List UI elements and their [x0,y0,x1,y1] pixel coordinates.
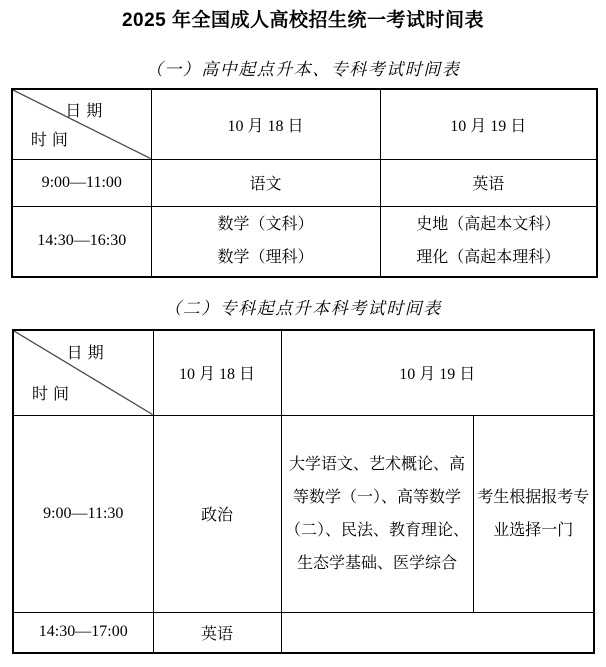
section2-title: （二）专科起点升本科考试时间表 [164,299,442,319]
date-header-oct19: 10 月 19 日 [380,89,597,159]
subject-cell: 语文 [151,159,380,206]
elective-note-cell: 考生根据报考专业选择一门 [473,415,594,612]
elective-subjects-cell: 大学语文、艺术概论、高等数学（一）、高等数学（二）、民法、教育理论、生态学基础、医学综合 [281,415,473,612]
section1-title: （一）高中起点升本、专科考试时间表 [145,60,461,80]
date-header-oct19: 10 月 19 日 [281,330,594,415]
subject-cell [380,206,597,277]
page-title: 2025 年全国成人高校招生统一考试时间表 [121,10,485,31]
date-axis-label: 日期 [65,102,108,120]
subject-line: 理化（高起本理科） [416,249,561,267]
subject-line: 数学（理科） [217,249,314,267]
table-row [13,330,594,415]
time-axis-label: 时间 [30,131,73,149]
date-header-oct18: 10 月 18 日 [151,89,380,159]
diagonal-header-cell [13,330,153,415]
date-header-oct18: 10 月 18 日 [153,330,281,415]
subject-cell: 英语 [153,612,281,653]
table-row [13,415,594,612]
table-highschool-start [11,88,598,278]
time-slot: 9:00—11:00 [12,159,151,206]
table-row [12,89,597,159]
subject-cell [151,206,380,277]
table-row [12,206,597,277]
subject-line: 史地（高起本文科） [416,216,561,234]
table-row [13,612,594,653]
time-slot: 14:30—17:00 [13,612,153,653]
time-axis-label: 时间 [32,385,75,403]
subject-line: 数学（文科） [217,216,314,234]
date-axis-label: 日期 [66,345,109,363]
subject-cell: 政治 [153,415,281,612]
subject-cell: 英语 [380,159,597,206]
time-slot: 9:00—11:30 [13,415,153,612]
empty-cell [281,612,594,653]
time-slot: 14:30—16:30 [12,206,151,277]
table-row [12,159,597,206]
table-college-start [12,329,595,654]
diagonal-header-cell [12,89,151,159]
